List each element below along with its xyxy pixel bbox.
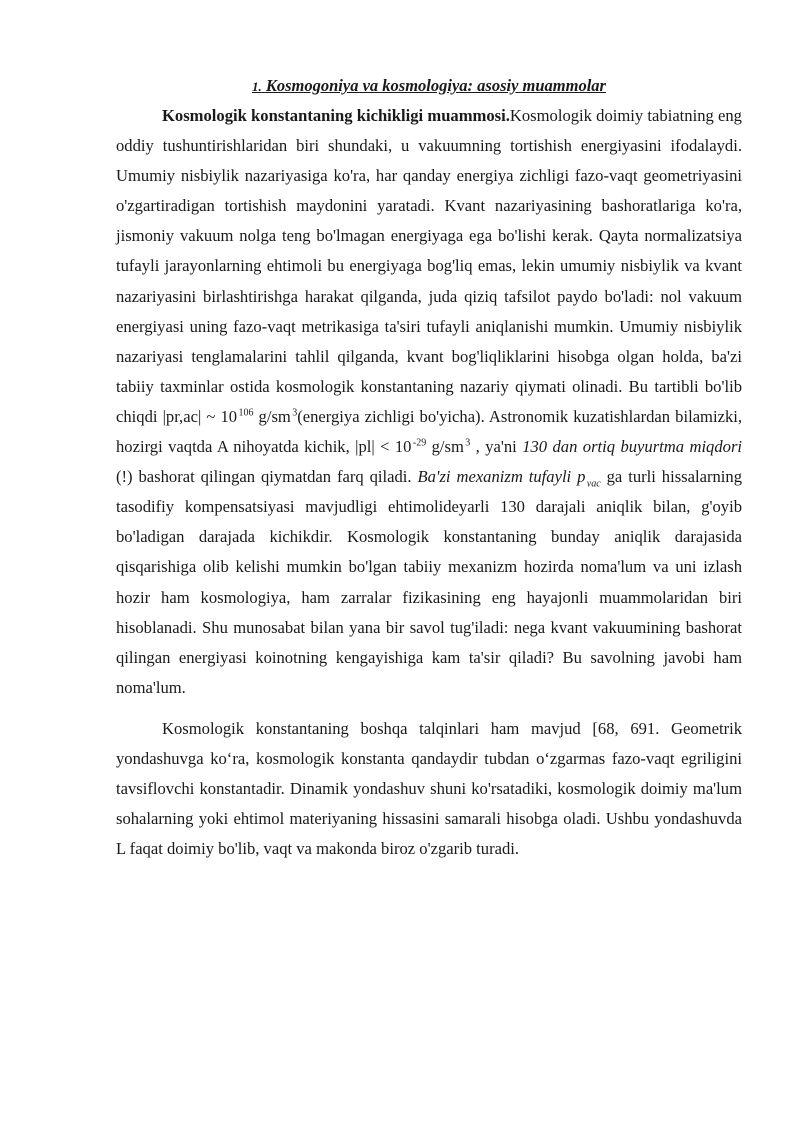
paragraph-italic-b: Ba'zi mexanizm tufayli p [417, 467, 586, 487]
paragraph-cosmological-constant [116, 101, 742, 703]
paragraph-lead: Kosmologik konstantaning kichikligi muammosi. [162, 106, 510, 125]
subscript-vac: vac [586, 478, 601, 490]
section-number: 1. [252, 79, 262, 94]
paragraph-text-d: g/sm [426, 437, 464, 457]
paragraph-text-e: , ya'ni [470, 437, 523, 457]
paragraph-text-g: ga turli hissalarning tasodifiy kompensatsiyasi mavjudligi ehtimolideyarli 130 darajali aniqlik bilan, g'oyib bo'ladigan darajada kichikdir. Kosmologik konstantaning bunday aniqlik darajasida qisqarishiga olib kelishi mumkin bo'lgan tabiiy mexanizm hozirda noma'lum va uni izlash hozir ham kosmologiya, ham zarralar fizikasining eng hayajonli muammolaridan biri hisoblanadi. Shu munosabat bilan yana bir savol tug'iladi: nega kvant vakuumining bashorat qilingan energiyasi koinotning kengayishiga kam ta'sir qiladi? Bu savolning javobi ham noma'lum. [116, 467, 742, 697]
paragraph-interpretations: Kosmologik konstantaning boshqa talqinlari ham mavjud [68, 691. Geometrik yondashuvga ko‘ra, kosmologik konstanta qandaydir tubdan o‘zgarmas fazo-vaqt egriligini tavsiflovchi konstantadir. Dinamik yondashuv shuni ko'rsatadiki, kosmologik doimiy ma'lum sohalarning yoki ehtimol materiyaning hissasini samarali hisobga oladi. Ushbu yondashuvda L faqat doimiy bo'lib, vaqt va makonda biroz o'zgarib turadi. [116, 718, 742, 859]
paragraph-text-b: g/sm [253, 406, 291, 426]
exponent-b: 3 [292, 407, 298, 419]
section-title: Kosmogoniya va kosmologiya: asosiy muammolar [265, 76, 606, 95]
exponent-c: -29 [412, 437, 427, 449]
exponent-d: 3 [465, 437, 471, 449]
paragraph-text-f: (!) bashorat qilingan qiymatdan farq qiladi. [116, 467, 418, 487]
paragraph-text-c: (energiya zichligi bo'yicha). Astronomik kuzatishlardan bilamizki, hozirgi vaqtda A nihoyatda kichik, |pl| < 10 [116, 406, 742, 457]
document-page [116, 74, 742, 864]
exponent-a: 106 [238, 407, 254, 419]
paragraph-italic-a: 130 dan ortiq buyurtma miqdori [522, 437, 743, 457]
section-heading [116, 74, 742, 99]
paragraph-text-a: Kosmologik doimiy tabiatning eng oddiy tushuntirishlaridan biri shundaki, u vakuumning tortishish energiyasini ifodalaydi. Umumiy nisbiylik nazariyasiga ko'ra, har qanday energiya zichligi fazo-vaqt geometriyasini o'zgartiradigan tortishish maydonini yaratadi. Kvant nazariyasining bashoratlariga ko'ra, jismoniy vakuum nolga teng bo'lmagan energiyaga ega bo'lishi kerak. Qayta normalizatsiya tufayli jarayonlarning ehtimoli bu energiyaga bog'liq emas, lekin umumiy nisbiylik va kvant nazariyasini birlashtirishga harakat qilganda, juda qiziq tafsilot paydo bo'ladi: nol vakuum energiyasi uning fazo-vaqt metrikasiga ta'siri tufayli aniqlanishi mumkin. Umumiy nisbiylik nazariyasi tenglamalarini tahlil qilganda, kvant bog'liqliklarini hisobga olgan holda, ba'zi tabiiy taxminlar ostida kosmologik konstantaning nazariy qiymati olinadi. Bu tartibli bo'lib chiqdi |pr,ac| ~ 10 [116, 106, 742, 426]
